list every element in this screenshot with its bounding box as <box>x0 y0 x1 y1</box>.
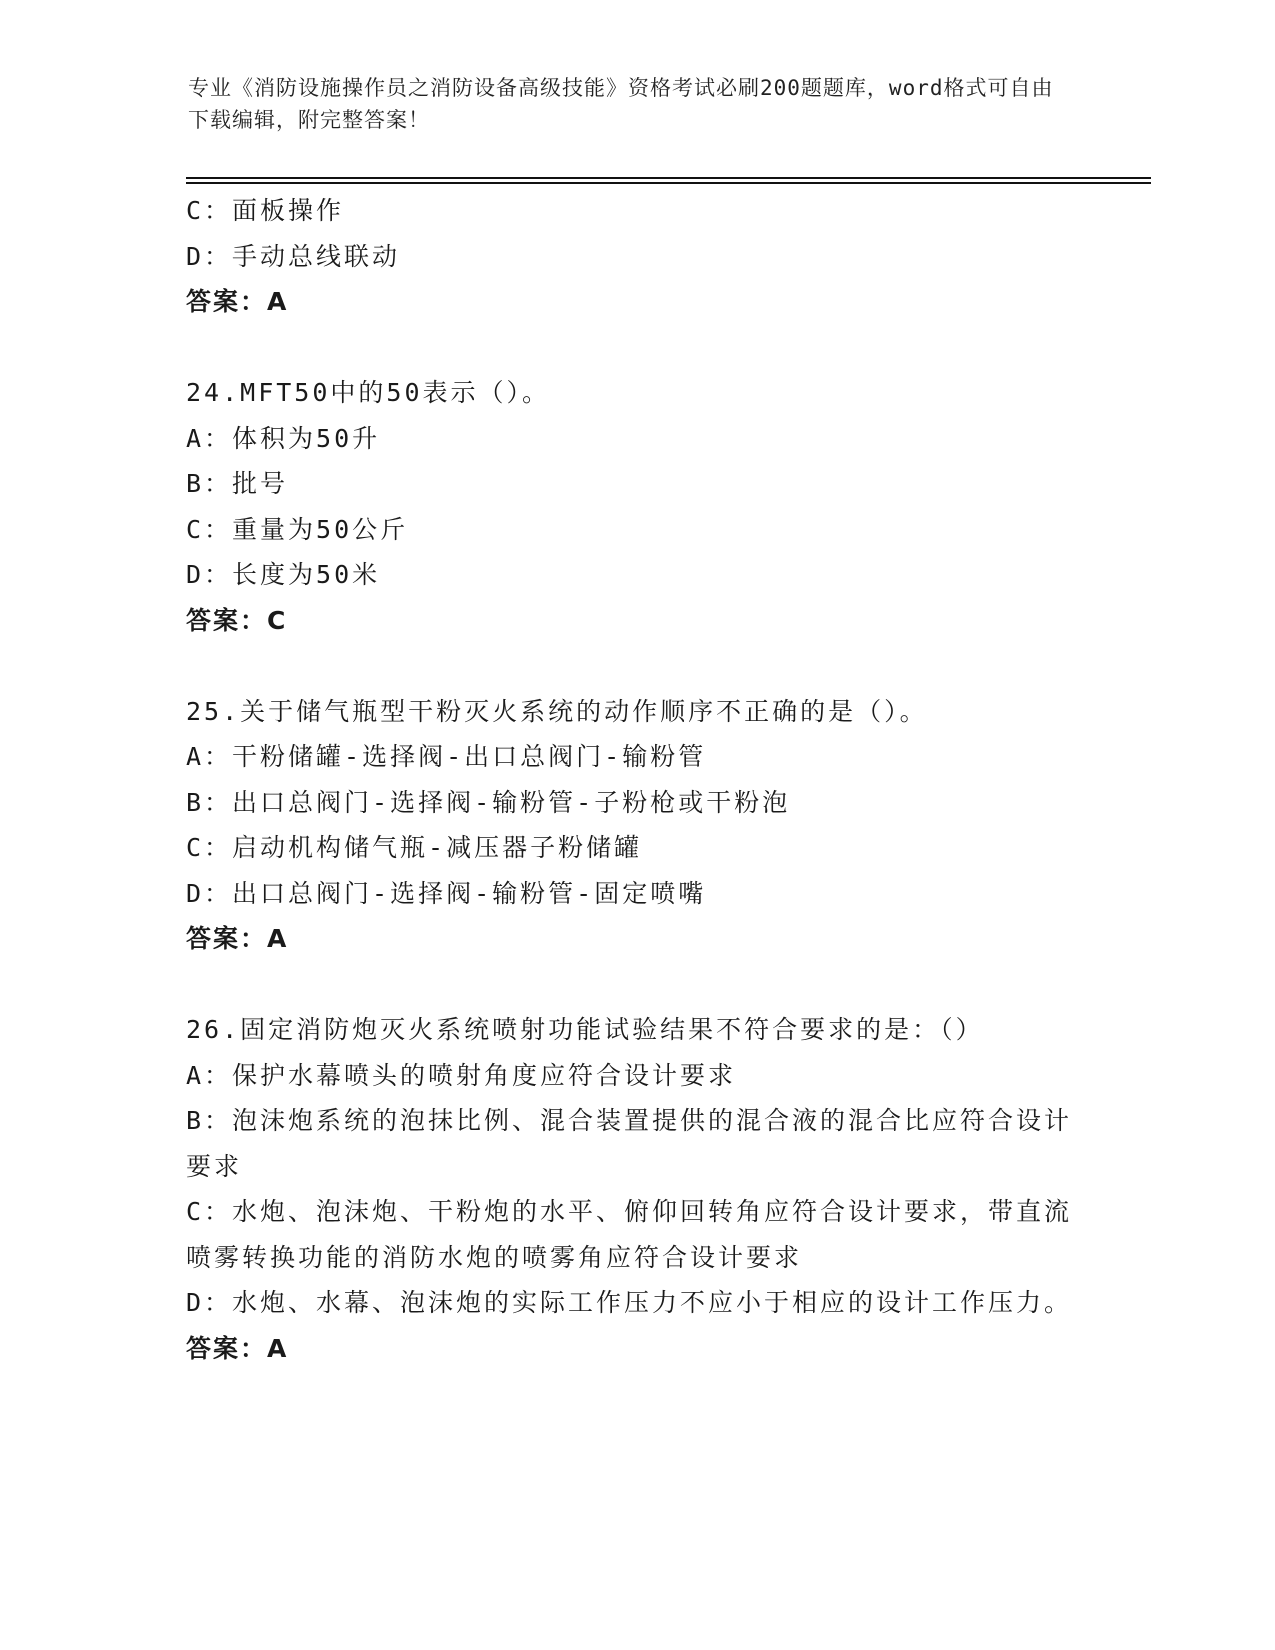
option-line: C：启动机构储气瓶-减压器子粉储罐 <box>186 833 643 862</box>
header-rule-top <box>186 177 1151 179</box>
option-line: D：水炮、水幕、泡沫炮的实际工作压力不应小于相应的设计工作压力。 <box>186 1288 1073 1317</box>
spacer <box>186 325 1086 371</box>
option-line: B：批号 <box>186 469 289 498</box>
option-line: A：保护水幕喷头的喷射角度应符合设计要求 <box>186 1060 737 1090</box>
answer-line: 答案：A <box>186 1333 289 1363</box>
option-line: C：重量为50公斤 <box>186 514 409 544</box>
option-line: D：出口总阀门-选择阀-输粉管-固定喷嘴 <box>186 878 707 908</box>
answer-line: 答案：C <box>186 605 288 635</box>
option-line: A：干粉储罐-选择阀-出口总阀门-输粉管 <box>186 742 707 771</box>
option-line: B：泡沫炮系统的泡抹比例、混合装置提供的混合液的混合比应符合设计要求 <box>186 1106 1073 1181</box>
question-stem: 25.关于储气瓶型干粉灭火系统的动作顺序不正确的是（）。 <box>186 696 928 726</box>
option-line: D：手动总线联动 <box>186 241 401 271</box>
answer-line: 答案：A <box>186 287 289 316</box>
header-rule-bottom <box>186 182 1151 184</box>
option-line: D：长度为50米 <box>186 560 381 589</box>
question-stem: 26.固定消防炮灭火系统喷射功能试验结果不符合要求的是：（） <box>186 1015 984 1044</box>
option-line: C：面板操作 <box>186 196 345 225</box>
option-line: C：水炮、泡沫炮、干粉炮的水平、俯仰回转角应符合设计要求，带直流喷雾转换功能的消防水炮的喷雾角应符合设计要求 <box>186 1197 1073 1272</box>
answer-line: 答案：A <box>186 924 289 953</box>
page-header: 专业《消防设施操作员之消防设备高级技能》资格考试必刷200题题库，word格式可自由下载编辑，附完整答案！ <box>188 76 1054 132</box>
question-list <box>186 188 1086 1371</box>
option-line: B：出口总阀门-选择阀-输粉管-子粉枪或干粉泡 <box>186 787 791 817</box>
spacer <box>186 643 1086 689</box>
spacer <box>186 962 1086 1008</box>
option-line: A：体积为50升 <box>186 423 381 453</box>
question-stem: 24.MFT50中的50表示（）。 <box>186 378 551 407</box>
